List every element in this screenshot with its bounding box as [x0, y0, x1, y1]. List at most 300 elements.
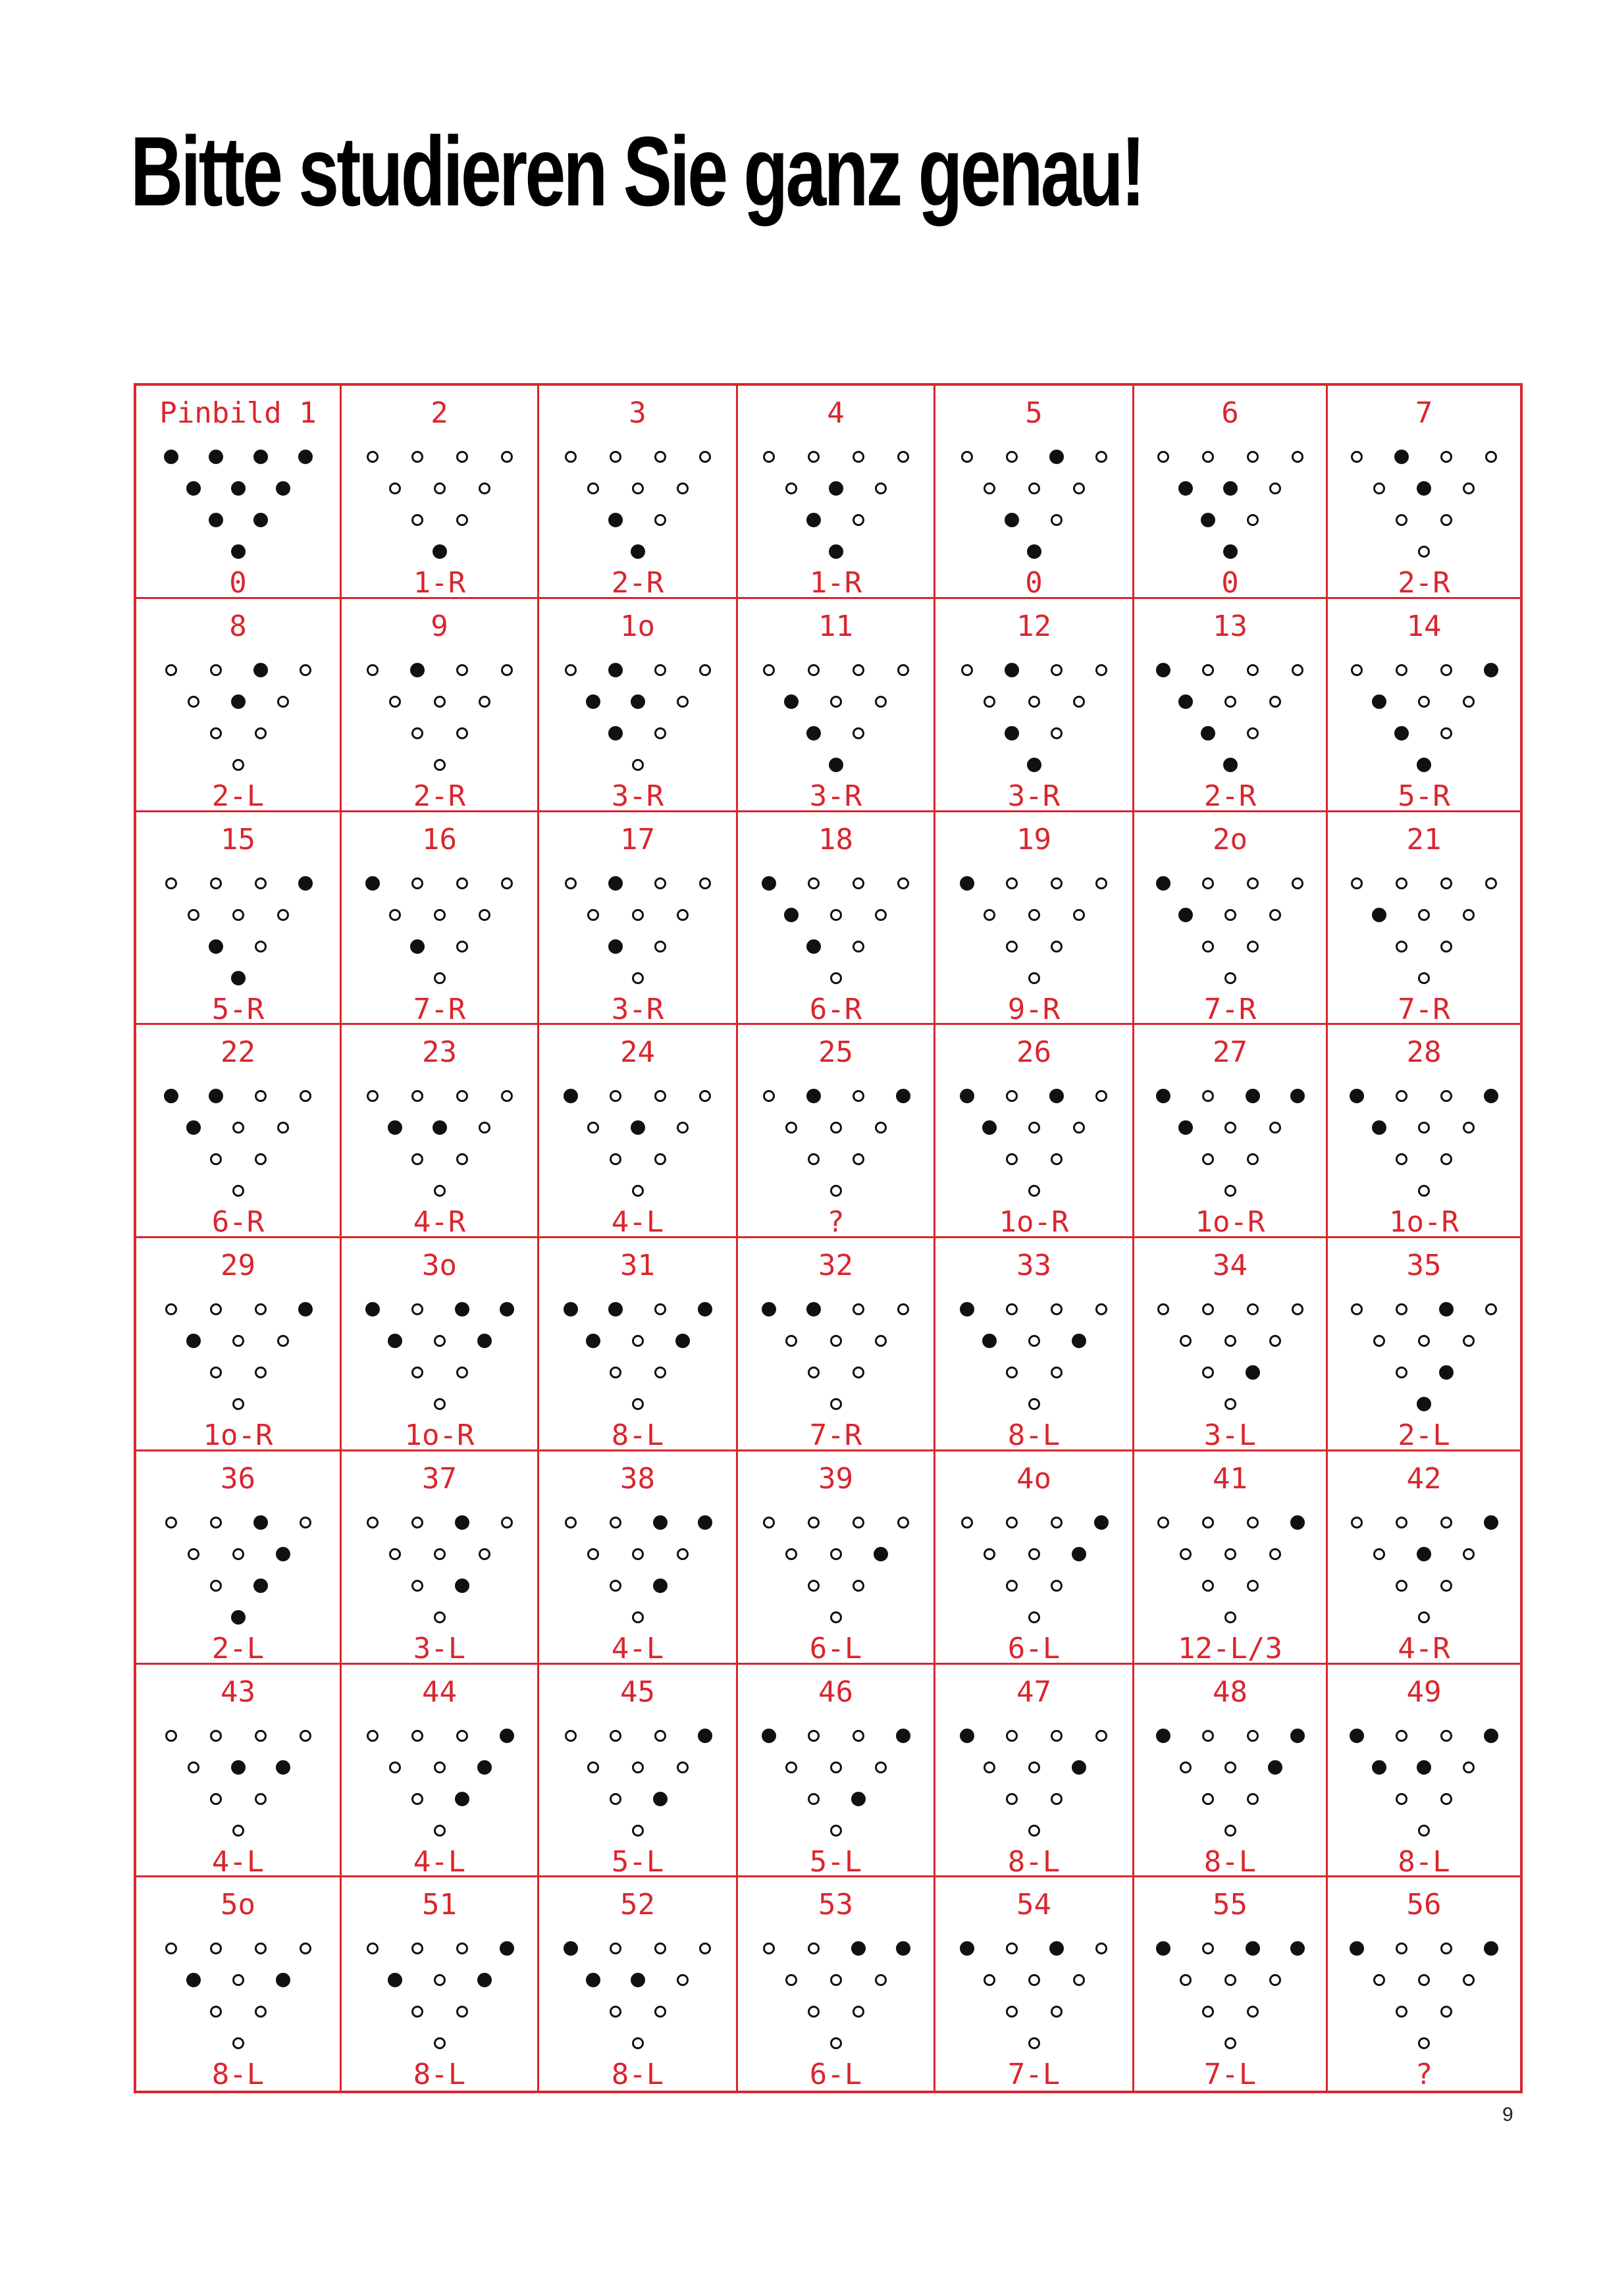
- pin-diagram-cell: [1134, 1451, 1328, 1665]
- pin-diagram-cell: [136, 1238, 342, 1451]
- pin-standing-icon: [411, 1303, 423, 1315]
- cell-number: 53: [818, 1888, 853, 1922]
- pin-knocked-icon: [608, 939, 623, 954]
- pin-standing-icon: [677, 1974, 689, 1986]
- pin-knocked-icon: [1246, 1365, 1260, 1380]
- pin-standing-icon: [456, 2006, 468, 2018]
- pin-standing-icon: [1485, 451, 1497, 463]
- pin-standing-icon: [1224, 1398, 1236, 1410]
- pin-standing-icon: [255, 2006, 267, 2018]
- pin-standing-icon: [1440, 514, 1452, 526]
- pin-standing-icon: [1351, 451, 1363, 463]
- pin-knocked-icon: [231, 544, 246, 559]
- pin-standing-icon: [411, 727, 423, 739]
- cell-number: 28: [1406, 1035, 1442, 1070]
- pin-standing-icon: [1051, 1793, 1063, 1805]
- pin-knocked-icon: [982, 1120, 997, 1135]
- pin-standing-icon: [434, 759, 446, 771]
- pin-knocked-icon: [806, 1302, 821, 1317]
- pin-standing-icon: [853, 664, 864, 676]
- pin-standing-icon: [610, 1793, 621, 1805]
- pin-standing-icon: [785, 1761, 797, 1773]
- pin-diagram-cell: [1328, 599, 1520, 812]
- cell-result: 6-R: [211, 1205, 265, 1239]
- pin-knocked-icon: [276, 481, 290, 496]
- pin-standing-icon: [654, 1943, 666, 1954]
- pin-standing-icon: [897, 451, 909, 463]
- pin-knocked-icon: [631, 1120, 645, 1135]
- pin-standing-icon: [1247, 1730, 1259, 1742]
- pin-knocked-icon: [1484, 1089, 1498, 1103]
- pin-diagram-cell: [539, 1238, 738, 1451]
- pin-standing-icon: [1095, 1303, 1107, 1315]
- pin-standing-icon: [808, 877, 820, 889]
- pin-diagram-cell: [342, 1025, 539, 1238]
- pin-standing-icon: [763, 451, 775, 463]
- pin-knocked-icon: [1417, 758, 1431, 772]
- cell-result: 0: [229, 566, 247, 600]
- pin-standing-icon: [1247, 2006, 1259, 2018]
- pin-standing-icon: [1051, 1367, 1063, 1378]
- pin-standing-icon: [654, 1367, 666, 1378]
- pin-knocked-icon: [698, 1515, 712, 1530]
- pin-knocked-icon: [410, 939, 425, 954]
- pin-standing-icon: [1440, 451, 1452, 463]
- pin-standing-icon: [1095, 1730, 1107, 1742]
- cell-result: 2-R: [1398, 566, 1450, 600]
- pin-standing-icon: [1247, 451, 1259, 463]
- pin-standing-icon: [1095, 451, 1107, 463]
- pin-standing-icon: [763, 664, 775, 676]
- pin-standing-icon: [1202, 1367, 1214, 1378]
- pin-standing-icon: [654, 941, 666, 952]
- pin-standing-icon: [255, 1367, 267, 1378]
- pin-standing-icon: [763, 1943, 775, 1954]
- pin-standing-icon: [501, 1090, 513, 1102]
- pin-diagram-cell: [342, 1238, 539, 1451]
- pin-knocked-icon: [1223, 481, 1238, 496]
- pin-diagram-cell: [935, 1451, 1134, 1665]
- pin-knocked-icon: [960, 1089, 974, 1103]
- pin-standing-icon: [389, 1548, 401, 1560]
- pin-standing-icon: [232, 1974, 244, 1986]
- pin-standing-icon: [875, 909, 887, 921]
- pin-standing-icon: [210, 1943, 222, 1954]
- cell-number: 47: [1016, 1675, 1051, 1709]
- pin-formation: [1328, 1665, 1520, 1879]
- cell-number: 19: [1016, 822, 1051, 856]
- cell-number: 56: [1406, 1888, 1442, 1922]
- pin-diagram-cell: [738, 1665, 935, 1878]
- pin-standing-icon: [808, 1580, 820, 1592]
- pin-knocked-icon: [1201, 726, 1215, 741]
- pin-standing-icon: [1247, 1580, 1259, 1592]
- pin-diagram-cell: [136, 386, 342, 599]
- pin-diagram-cell: [935, 812, 1134, 1026]
- pin-standing-icon: [677, 1122, 689, 1134]
- pin-knocked-icon: [209, 939, 223, 954]
- pin-knocked-icon: [1246, 1089, 1260, 1103]
- pin-standing-icon: [1247, 1153, 1259, 1165]
- cell-result: 3-L: [413, 1631, 466, 1665]
- pin-knocked-icon: [231, 971, 246, 985]
- pin-standing-icon: [277, 696, 289, 708]
- pin-standing-icon: [1373, 1548, 1385, 1560]
- pin-standing-icon: [1373, 1335, 1385, 1347]
- pin-standing-icon: [434, 1974, 446, 1986]
- pin-standing-icon: [165, 1517, 177, 1528]
- cell-result: 5-L: [611, 1844, 664, 1879]
- pin-diagram-cell: [1328, 386, 1520, 599]
- pin-standing-icon: [1006, 1793, 1018, 1805]
- pin-formation: [1328, 386, 1520, 600]
- pin-standing-icon: [1006, 877, 1018, 889]
- pin-knocked-icon: [564, 1302, 578, 1317]
- pin-standing-icon: [1202, 1090, 1214, 1102]
- pin-standing-icon: [632, 1761, 644, 1773]
- pin-standing-icon: [1006, 2006, 1018, 2018]
- pin-standing-icon: [501, 1517, 513, 1528]
- cell-result: 4-L: [611, 1631, 664, 1665]
- pin-standing-icon: [1247, 514, 1259, 526]
- pin-standing-icon: [210, 727, 222, 739]
- pin-standing-icon: [1292, 451, 1303, 463]
- pin-standing-icon: [610, 1943, 621, 1954]
- cell-number: 27: [1213, 1035, 1248, 1070]
- pin-standing-icon: [1269, 1122, 1281, 1134]
- pin-standing-icon: [677, 1548, 689, 1560]
- pin-standing-icon: [1051, 664, 1063, 676]
- pin-standing-icon: [1440, 1153, 1452, 1165]
- pin-standing-icon: [830, 1611, 842, 1623]
- pin-standing-icon: [1247, 1303, 1259, 1315]
- pin-standing-icon: [610, 1367, 621, 1378]
- pin-formation: [1328, 1238, 1520, 1452]
- cell-result: 7-R: [809, 1419, 862, 1452]
- pin-knocked-icon: [1072, 1760, 1086, 1775]
- pin-knocked-icon: [276, 1760, 290, 1775]
- cell-number: 39: [818, 1461, 853, 1496]
- pin-knocked-icon: [698, 1729, 712, 1743]
- pin-standing-icon: [300, 1943, 311, 1954]
- pin-standing-icon: [1202, 1943, 1214, 1954]
- pin-standing-icon: [456, 1367, 468, 1378]
- pin-standing-icon: [565, 451, 577, 463]
- pin-formation: [136, 1451, 340, 1663]
- pin-formation: [738, 812, 933, 1024]
- pin-standing-icon: [411, 1730, 423, 1742]
- pin-standing-icon: [210, 1367, 222, 1378]
- pin-standing-icon: [1051, 1153, 1063, 1165]
- pin-standing-icon: [785, 1548, 797, 1560]
- pin-knocked-icon: [1156, 663, 1170, 677]
- pin-standing-icon: [897, 1303, 909, 1315]
- pin-diagram-cell: [539, 1451, 738, 1665]
- cell-number: 6: [1221, 396, 1239, 430]
- pin-standing-icon: [434, 909, 446, 921]
- pin-knocked-icon: [365, 876, 380, 891]
- pin-standing-icon: [1224, 1335, 1236, 1347]
- pin-standing-icon: [565, 664, 577, 676]
- pin-standing-icon: [411, 1367, 423, 1378]
- cell-number: 54: [1016, 1888, 1051, 1922]
- pin-standing-icon: [1051, 1580, 1063, 1592]
- pin-standing-icon: [232, 1548, 244, 1560]
- pin-standing-icon: [699, 664, 711, 676]
- pin-knocked-icon: [1049, 1089, 1064, 1103]
- pin-diagram-cell: [935, 1877, 1134, 2091]
- pin-knocked-icon: [1094, 1515, 1109, 1530]
- pin-standing-icon: [632, 1548, 644, 1560]
- pin-standing-icon: [479, 483, 490, 494]
- pin-knocked-icon: [455, 1302, 469, 1317]
- pin-standing-icon: [1396, 2006, 1407, 2018]
- pin-knocked-icon: [186, 481, 201, 496]
- pin-diagram-cell: [1134, 599, 1328, 812]
- pin-formation: [738, 1238, 933, 1452]
- pin-diagram-cell: [136, 1025, 342, 1238]
- pin-standing-icon: [1028, 1185, 1040, 1197]
- pin-standing-icon: [1028, 1398, 1040, 1410]
- cell-number: 8: [229, 609, 247, 643]
- pin-knocked-icon: [253, 1515, 268, 1530]
- pin-knocked-icon: [500, 1302, 514, 1317]
- pin-standing-icon: [1224, 1761, 1236, 1773]
- pin-diagram-cell: [1328, 1877, 1520, 2091]
- pin-standing-icon: [1006, 1153, 1018, 1165]
- pin-standing-icon: [232, 909, 244, 921]
- pin-standing-icon: [1351, 1517, 1363, 1528]
- pin-knocked-icon: [298, 1302, 313, 1317]
- cell-result: 6-L: [1007, 1631, 1061, 1665]
- pin-standing-icon: [677, 1761, 689, 1773]
- pin-knocked-icon: [806, 1089, 821, 1103]
- pin-standing-icon: [1396, 514, 1407, 526]
- cell-result: 6-R: [809, 992, 862, 1026]
- pin-standing-icon: [1224, 2037, 1236, 2049]
- pin-knocked-icon: [276, 1547, 290, 1561]
- pin-standing-icon: [1396, 1303, 1407, 1315]
- pin-standing-icon: [1247, 877, 1259, 889]
- pin-standing-icon: [1418, 1974, 1430, 1986]
- pin-knocked-icon: [1439, 1365, 1454, 1380]
- pin-standing-icon: [830, 1185, 842, 1197]
- pin-knocked-icon: [1178, 1120, 1193, 1135]
- cell-result: 1-R: [809, 566, 862, 600]
- pin-knocked-icon: [209, 450, 223, 464]
- pin-standing-icon: [830, 1825, 842, 1837]
- pin-standing-icon: [210, 2006, 222, 2018]
- pin-diagram-cell: [1134, 1665, 1328, 1878]
- pin-knocked-icon: [231, 481, 246, 496]
- pin-standing-icon: [165, 1730, 177, 1742]
- pin-knocked-icon: [1394, 726, 1409, 741]
- pin-standing-icon: [479, 909, 490, 921]
- pin-diagram-cell: [738, 599, 935, 812]
- cell-result: 8-L: [611, 2058, 664, 2092]
- pin-formation: [1328, 1025, 1520, 1239]
- pin-knocked-icon: [653, 1792, 668, 1806]
- pin-knocked-icon: [960, 1729, 974, 1743]
- pin-standing-icon: [961, 1517, 973, 1528]
- pin-diagram-cell: [342, 599, 539, 812]
- pin-standing-icon: [808, 1517, 820, 1528]
- pin-standing-icon: [1202, 877, 1214, 889]
- pin-standing-icon: [434, 1548, 446, 1560]
- pin-knocked-icon: [1417, 1397, 1431, 1411]
- pin-diagram-cell: [539, 1025, 738, 1238]
- pin-standing-icon: [1028, 972, 1040, 984]
- pin-diagram-cell: [1328, 1665, 1520, 1878]
- pin-formation: [342, 1665, 537, 1879]
- cell-result: 8-L: [611, 1419, 664, 1452]
- pin-standing-icon: [1028, 1122, 1040, 1134]
- cell-result: 5-R: [1398, 779, 1450, 813]
- pin-standing-icon: [165, 664, 177, 676]
- pin-knocked-icon: [1049, 450, 1064, 464]
- pin-knocked-icon: [762, 876, 776, 891]
- pin-diagram-cell: [1134, 1025, 1328, 1238]
- pin-standing-icon: [853, 2006, 864, 2018]
- pin-standing-icon: [232, 759, 244, 771]
- pin-standing-icon: [1028, 1974, 1040, 1986]
- pin-standing-icon: [875, 1122, 887, 1134]
- pin-standing-icon: [984, 483, 995, 494]
- pin-knocked-icon: [1484, 1729, 1498, 1743]
- pin-standing-icon: [456, 1730, 468, 1742]
- pin-standing-icon: [1224, 972, 1236, 984]
- pin-standing-icon: [210, 1580, 222, 1592]
- pin-standing-icon: [830, 696, 842, 708]
- pin-standing-icon: [610, 2006, 621, 2018]
- pin-knocked-icon: [1223, 758, 1238, 772]
- pin-standing-icon: [1440, 664, 1452, 676]
- pin-formation: [136, 1665, 340, 1879]
- pin-standing-icon: [255, 877, 267, 889]
- pin-formation: [738, 1025, 933, 1239]
- cell-number: 38: [620, 1461, 655, 1496]
- pin-standing-icon: [277, 1335, 289, 1347]
- pin-standing-icon: [1028, 1548, 1040, 1560]
- pin-standing-icon: [434, 1825, 446, 1837]
- pin-standing-icon: [188, 1761, 199, 1773]
- pin-knocked-icon: [1290, 1729, 1305, 1743]
- pin-standing-icon: [1095, 1090, 1107, 1102]
- pin-standing-icon: [434, 1761, 446, 1773]
- pin-standing-icon: [210, 877, 222, 889]
- cell-number: 55: [1213, 1888, 1248, 1922]
- pin-knocked-icon: [608, 876, 623, 891]
- pin-standing-icon: [479, 1122, 490, 1134]
- pin-knocked-icon: [806, 939, 821, 954]
- pin-standing-icon: [984, 696, 995, 708]
- pin-knocked-icon: [433, 544, 447, 559]
- pin-knocked-icon: [231, 1760, 246, 1775]
- pin-formation: [935, 1238, 1132, 1452]
- pin-standing-icon: [1028, 1335, 1040, 1347]
- pin-standing-icon: [434, 1335, 446, 1347]
- pin-diagram-cell: [342, 812, 539, 1026]
- pin-standing-icon: [1351, 1303, 1363, 1315]
- pin-diagram-cell: [935, 386, 1134, 599]
- pin-knocked-icon: [631, 1973, 645, 1987]
- pin-knocked-icon: [874, 1547, 888, 1561]
- pin-formation: [738, 386, 933, 600]
- cell-number: 44: [422, 1675, 457, 1709]
- pin-standing-icon: [830, 1974, 842, 1986]
- pin-formation: [342, 812, 537, 1024]
- pin-diagram-cell: [738, 1451, 935, 1665]
- pin-standing-icon: [300, 1730, 311, 1742]
- pin-knocked-icon: [455, 1792, 469, 1806]
- pin-standing-icon: [1224, 909, 1236, 921]
- pin-formation: [1134, 386, 1326, 600]
- pin-standing-icon: [897, 1517, 909, 1528]
- pin-standing-icon: [1440, 2006, 1452, 2018]
- pin-standing-icon: [565, 1730, 577, 1742]
- cell-number: 43: [221, 1675, 255, 1709]
- cell-result: 7-L: [1203, 2058, 1257, 2092]
- pin-standing-icon: [1418, 2037, 1430, 2049]
- pin-formation: [539, 599, 736, 813]
- pin-standing-icon: [808, 1367, 820, 1378]
- pin-diagram-cell: [136, 1451, 342, 1665]
- pin-standing-icon: [434, 483, 446, 494]
- pin-knocked-icon: [806, 513, 821, 527]
- pin-standing-icon: [1202, 1303, 1214, 1315]
- pin-knocked-icon: [851, 1941, 866, 1956]
- pin-knocked-icon: [500, 1941, 514, 1956]
- pin-diagram-cell: [136, 1877, 342, 2091]
- cell-number: 5o: [221, 1888, 255, 1922]
- pin-standing-icon: [210, 1303, 222, 1315]
- pin-knocked-icon: [851, 1792, 866, 1806]
- pin-knocked-icon: [1027, 758, 1041, 772]
- pin-standing-icon: [210, 1517, 222, 1528]
- pin-standing-icon: [677, 696, 689, 708]
- pin-standing-icon: [1396, 877, 1407, 889]
- pin-standing-icon: [1073, 1974, 1085, 1986]
- pin-standing-icon: [501, 664, 513, 676]
- pin-standing-icon: [411, 1090, 423, 1102]
- pin-standing-icon: [1202, 664, 1214, 676]
- cell-result: 1o-R: [404, 1419, 475, 1452]
- pin-knocked-icon: [1372, 1760, 1386, 1775]
- pin-knocked-icon: [1049, 1941, 1064, 1956]
- pin-standing-icon: [1440, 1580, 1452, 1592]
- pin-knocked-icon: [477, 1334, 492, 1348]
- cell-number: 33: [1016, 1249, 1051, 1282]
- pin-standing-icon: [1006, 1367, 1018, 1378]
- pin-formation: [136, 599, 340, 813]
- cell-result: 8-L: [1007, 1419, 1061, 1452]
- cell-number: 2: [431, 396, 448, 430]
- pin-standing-icon: [1396, 1517, 1407, 1528]
- cell-result: 3-R: [1007, 779, 1061, 813]
- pin-standing-icon: [830, 1548, 842, 1560]
- pin-formation: [539, 1238, 736, 1452]
- cell-result: 4-R: [413, 1205, 466, 1239]
- pin-diagram-cell: [1134, 1877, 1328, 2091]
- pin-standing-icon: [1028, 696, 1040, 708]
- pin-standing-icon: [830, 1335, 842, 1347]
- pin-standing-icon: [1485, 877, 1497, 889]
- pin-standing-icon: [1396, 1943, 1407, 1954]
- cell-number: 25: [818, 1035, 853, 1070]
- cell-number: 7: [1415, 396, 1433, 430]
- pin-standing-icon: [389, 1761, 401, 1773]
- pin-standing-icon: [1269, 1974, 1281, 1986]
